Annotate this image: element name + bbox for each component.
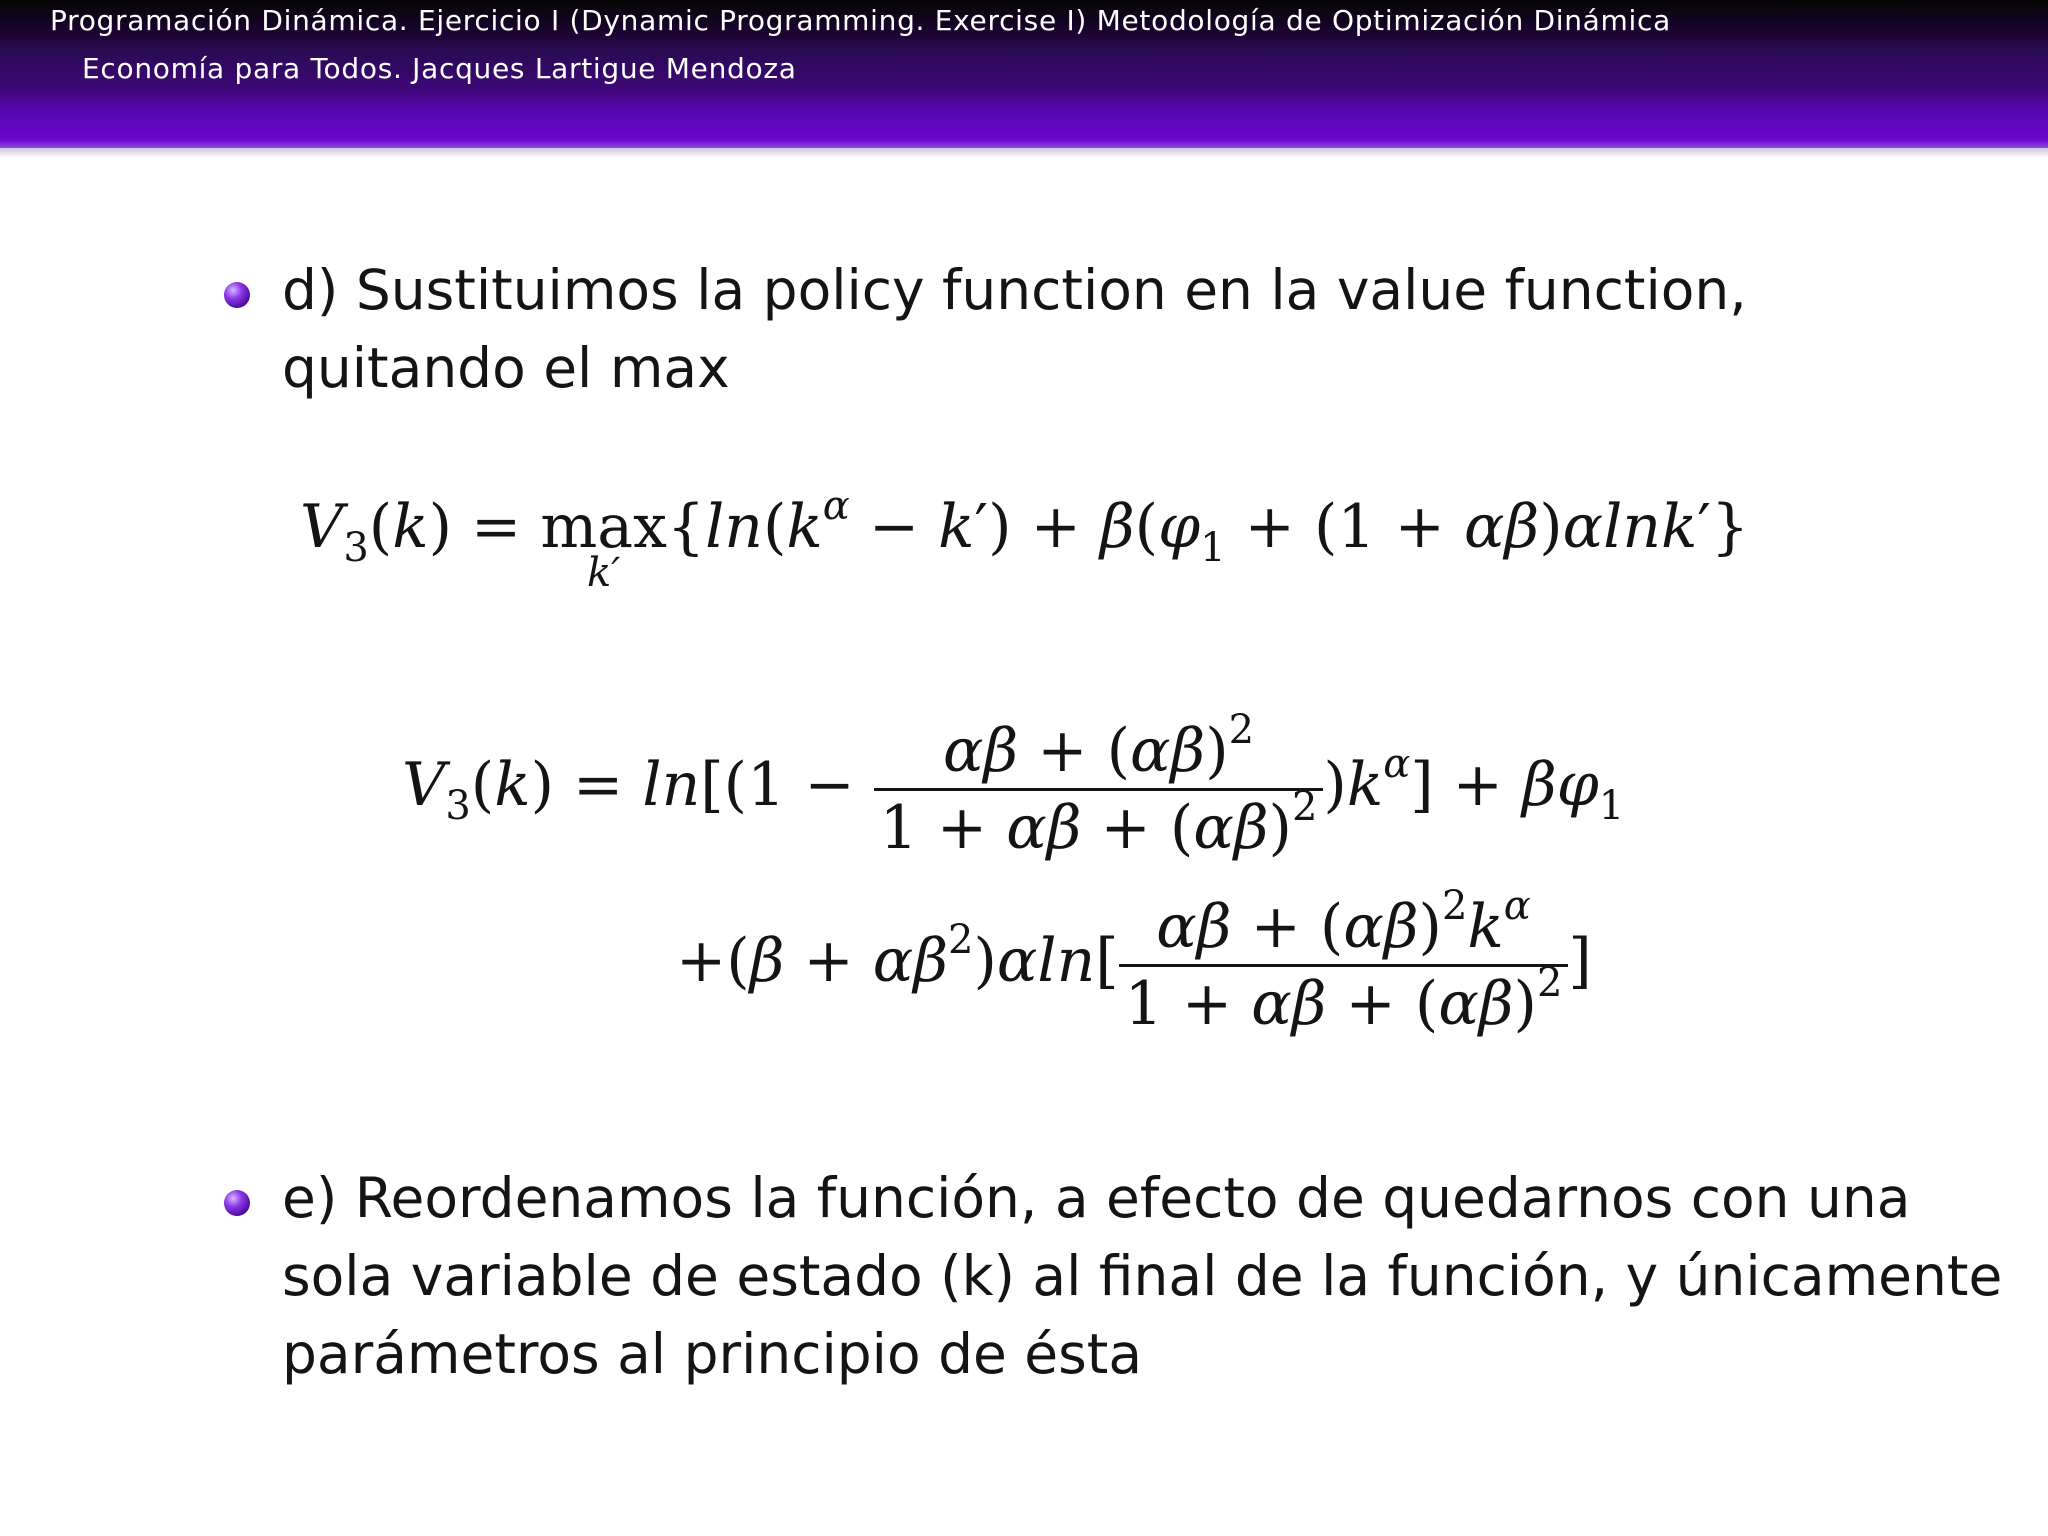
equation-value-function-line-2: $+(\beta + \alpha\beta^2)\alpha\ln$[ $\frac{\alpha\beta + (\alpha\beta)^2k^\alpha}{1 + \alpha\beta + (\alpha\beta)^2}$ ]	[676, 883, 1592, 1039]
slide-header	[0, 0, 2048, 148]
bullet-d-line-1: d) Sustituimos la policy function en la value function,	[282, 258, 1747, 322]
bullet-e-line-2: sola variable de estado (k) al final de la función, y únicamente	[282, 1244, 2003, 1308]
bullet-icon	[224, 1190, 250, 1216]
max-operator: max k′	[540, 492, 667, 596]
bullet-d-line-2: quitando el max	[282, 336, 730, 400]
header-shadow	[0, 148, 2048, 158]
presentation-subtitle: Economía para Todos. Jacques Lartigue Mendoza	[82, 52, 797, 85]
bullet-e-line-1: e) Reordenamos la función, a efecto de quedarnos con una	[282, 1166, 1911, 1230]
equation-value-function-max: $V_3(k) = \max$ k′ {$\ln(k^\alpha - k') + \beta(\varphi_1 + (1 + \alpha\beta)\alpha\ln k'\}$	[300, 483, 1750, 596]
fraction-policy: $\frac{\alpha\beta + (\alpha\beta)^2}{1 + \alpha\beta + (\alpha\beta)^2}$	[874, 716, 1324, 863]
bullet-icon	[224, 282, 250, 308]
bullet-e-line-3: parámetros al principio de ésta	[282, 1322, 1143, 1386]
presentation-title: Programación Dinámica. Ejercicio I (Dynamic Programming. Exercise I) Metodología de Optimización Dinámica	[50, 4, 1671, 37]
fraction-capital: $\frac{\alpha\beta + (\alpha\beta)^2k^\alpha}{1 + \alpha\beta + (\alpha\beta)^2}$	[1119, 892, 1569, 1039]
equation-value-function-line-1: $V_3(k) = \ln[(1$ − $\frac{\alpha\beta + (\alpha\beta)^2}{1 + \alpha\beta + (\alpha\beta)^2}$ )$k^\alpha] + \beta\varphi_1$	[402, 707, 1625, 863]
